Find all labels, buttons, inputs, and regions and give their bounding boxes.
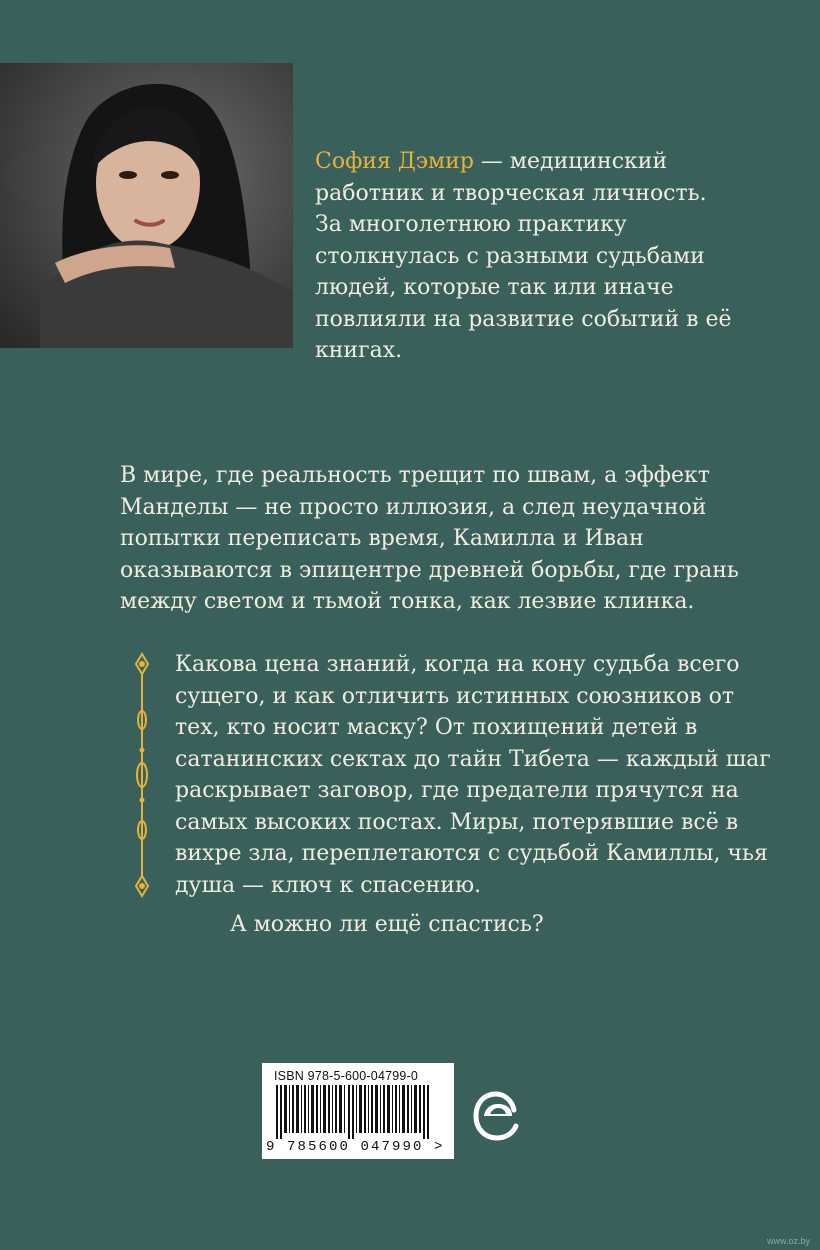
barcode-digits: 9 785600 047990 > xyxy=(266,1139,445,1155)
isbn-barcode xyxy=(262,1063,454,1159)
blurb-paragraph-2 xyxy=(175,649,775,901)
barcode-bars xyxy=(276,1085,440,1139)
ornament-divider xyxy=(124,650,160,900)
author-photo xyxy=(0,63,293,348)
author-bio-text: — медицинский работник и творческая личность. За многолетнюю практику столкнулась с разными судьбами людей, которые так или иначе повлияли на развитие событий в её книгах. xyxy=(315,149,732,363)
author-name: София Дэмир xyxy=(315,149,474,174)
blurb-paragraph-2-text: Какова цена знаний, когда на кону судьба всего сущего, и как отличить истинных союзников от тех, кто носит маску? От похищений детей в сатанинских сектах до тайн Тибета — каждый шаг раскрывает заговор, где предатели прячутся на самых высоких постах. Миры, потерявшие всё в вихре зла, переплетаются с судьбой Камиллы, чья душа — ключ к спасению. xyxy=(175,652,771,898)
isbn-label: ISBN 978-5-600-04799-0 xyxy=(274,1069,419,1083)
watermark: www.oz.by xyxy=(766,1236,810,1246)
publisher-logo-icon xyxy=(470,1088,526,1144)
blurb-question: А можно ли ещё спастись? xyxy=(230,912,544,937)
blurb-paragraph-1 xyxy=(120,460,760,618)
author-bio xyxy=(315,146,735,367)
blurb-paragraph-1-text: В мире, где реальность трещит по швам, а эффект Манделы — не просто иллюзия, а след неудачной попытки переписать время, Камилла и Иван оказываются в эпицентре древней борьбы, где грань между светом и тьмой тонка, как лезвие клинка. xyxy=(120,463,739,614)
